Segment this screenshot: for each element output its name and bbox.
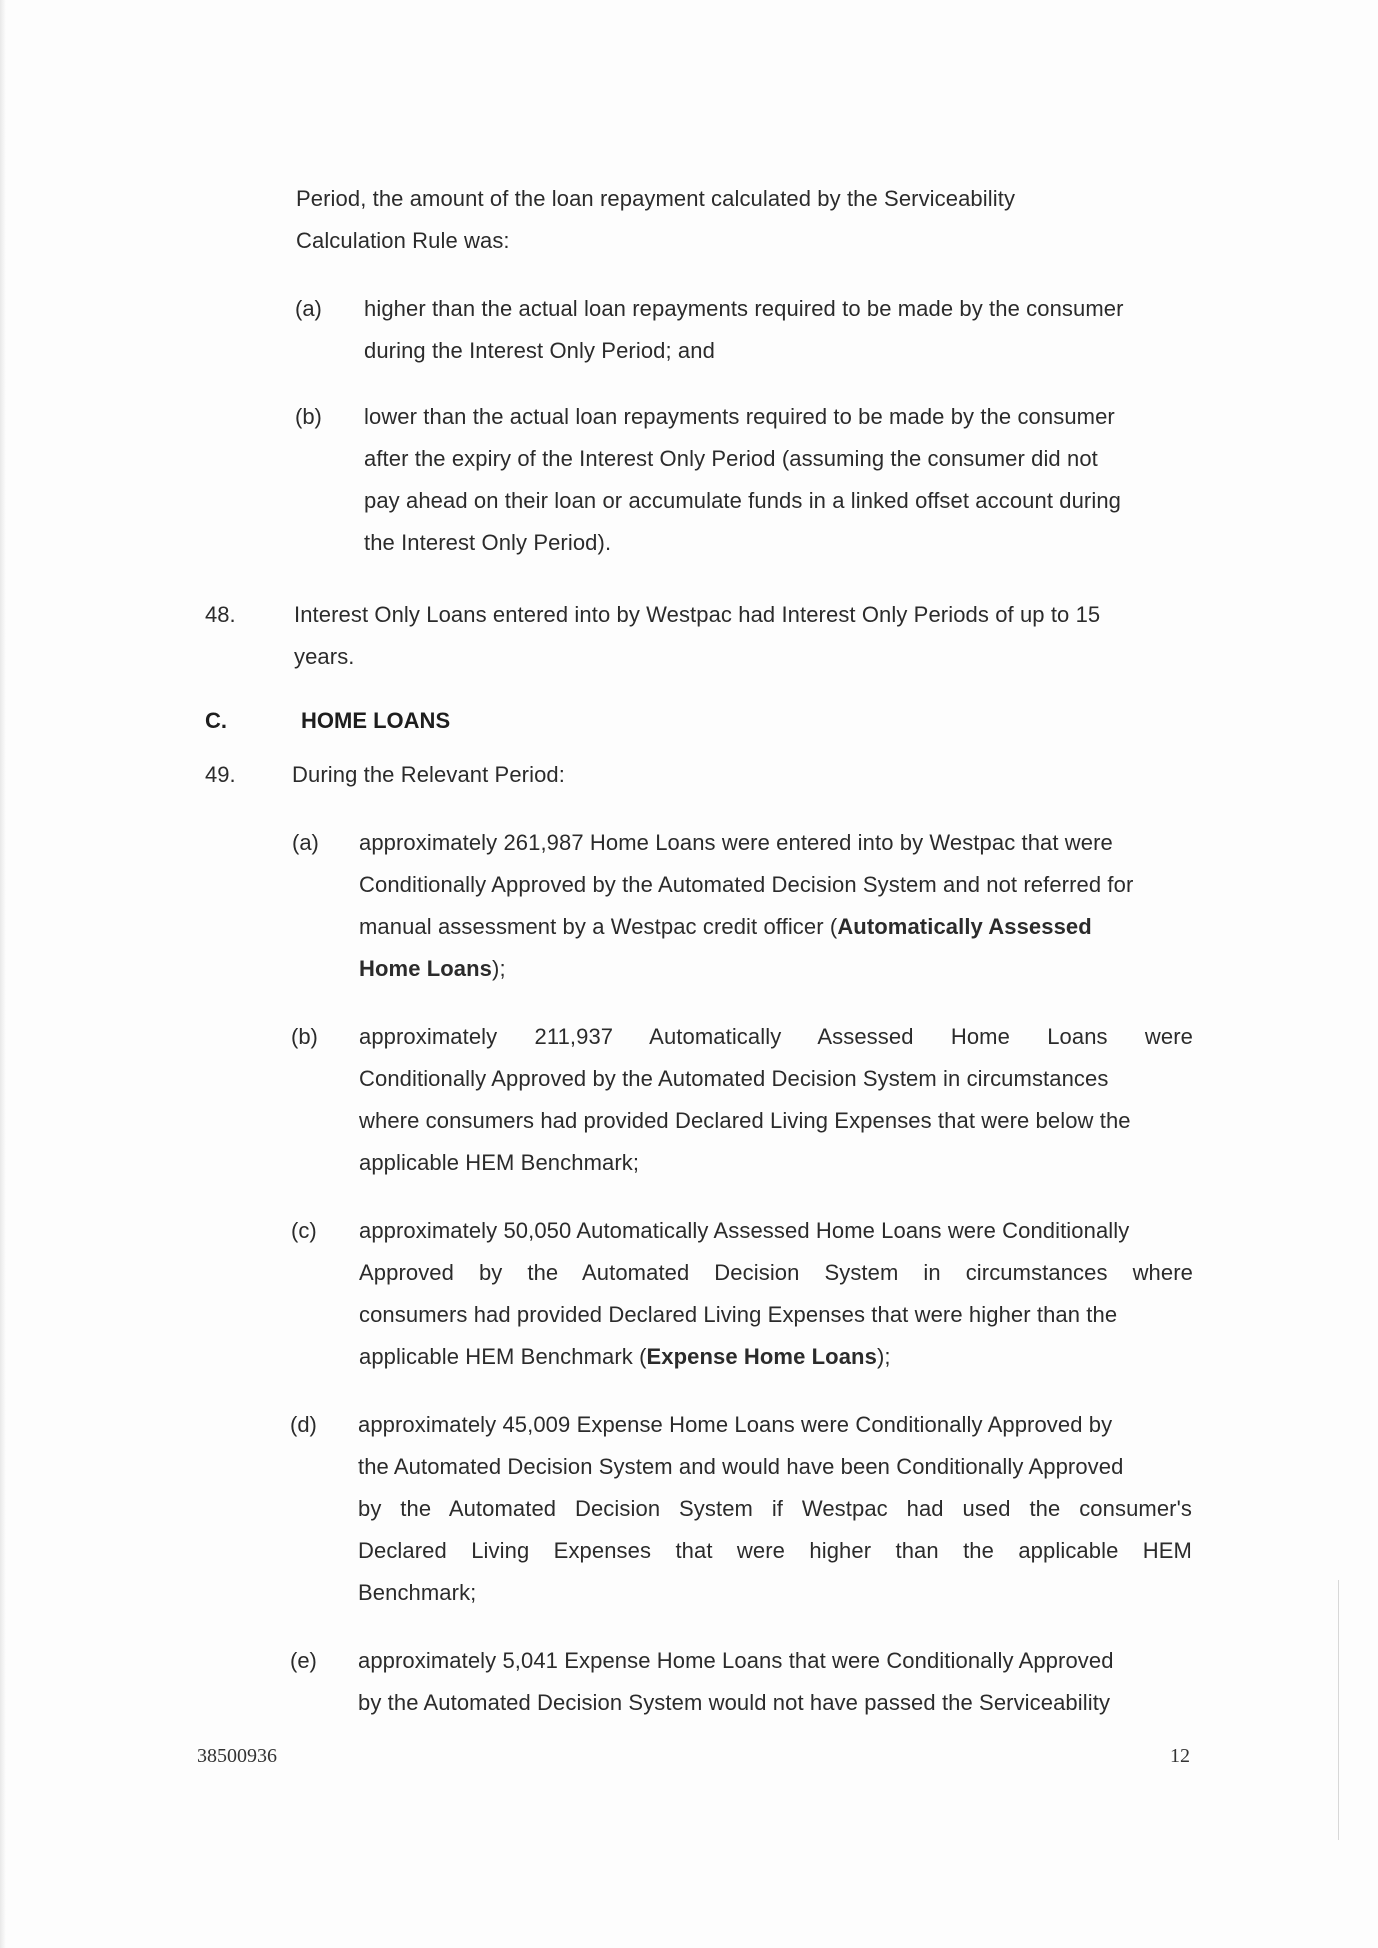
defined-term-automatically-assessed: Automatically Assessed [837,914,1092,939]
para-49-item-a-line-2: Conditionally Approved by the Automated Decision System and not referred for [359,872,1134,897]
section-letter: C. [205,708,227,733]
para-49-item-c-line-2: Approved by the Automated Decision System in circumstances where [359,1260,1193,1285]
item-a-line-4-tail: ); [492,956,506,981]
para-48-line-2: years. [294,644,355,669]
intro-item-b-line-2: after the expiry of the Interest Only Period (assuming the consumer did not [364,446,1098,471]
para-49-item-b-line-4: applicable HEM Benchmark; [359,1150,640,1175]
para-49-item-a-line-4 [359,948,506,990]
scan-edge-left [0,0,6,1948]
para-49-item-c-line-4 [359,1336,891,1378]
intro-item-b-line-4: the Interest Only Period). [364,530,612,555]
intro-line-1: Period, the amount of the loan repayment calculated by the Serviceability [296,186,1016,211]
document-id: 38500936 [197,1745,277,1767]
page-number: 12 [1170,1745,1190,1767]
para-49-item-d-line-1: approximately 45,009 Expense Home Loans were Conditionally Approved by [358,1412,1113,1437]
para-49-item-b-line-1: approximately 211,937 Automatically Assessed Home Loans were [359,1024,1193,1049]
para-49-item-b-label: (b) [291,1024,318,1049]
para-49-item-d-line-3: by the Automated Decision System if Westpac had used the consumer's [358,1496,1192,1521]
para-49-item-b-line-2: Conditionally Approved by the Automated Decision System in circumstances [359,1066,1109,1091]
scan-edge-right [1338,1580,1339,1840]
intro-item-b-line-3: pay ahead on their loan or accumulate funds in a linked offset account during [364,488,1122,513]
defined-term-home-loans: Home Loans [359,956,493,981]
para-49-item-e-label: (e) [290,1648,317,1673]
para-49-item-d-line-2: the Automated Decision System and would have been Conditionally Approved [358,1454,1124,1479]
intro-item-a-label: (a) [295,296,322,321]
para-49-item-a-label: (a) [292,830,319,855]
para-48-line-1: Interest Only Loans entered into by Westpac had Interest Only Periods of up to 15 [294,602,1101,627]
item-c-line-4-tail: ); [876,1344,891,1369]
para-48-number: 48. [205,602,236,627]
para-49-item-a-line-1: approximately 261,987 Home Loans were entered into by Westpac that were [359,830,1113,855]
intro-item-a-line-2: during the Interest Only Period; and [364,338,715,363]
para-49-item-a-line-3 [359,906,1092,948]
defined-term-expense-home-loans: Expense Home Loans [646,1344,877,1369]
para-49-item-e-line-2: by the Automated Decision System would not have passed the Serviceability [358,1690,1111,1715]
intro-item-b-line-1: lower than the actual loan repayments required to be made by the consumer [364,404,1115,429]
item-a-line-3-text: manual assessment by a Westpac credit officer ( [359,914,838,939]
section-title: HOME LOANS [301,708,451,733]
para-49-item-d-label: (d) [290,1412,317,1437]
para-49-item-c-line-1: approximately 50,050 Automatically Assessed Home Loans were Conditionally [359,1218,1130,1243]
para-49-lead: During the Relevant Period: [292,762,565,787]
intro-item-b-label: (b) [295,404,322,429]
para-49-number: 49. [205,762,236,787]
para-49-item-d-line-5: Benchmark; [358,1580,477,1605]
item-c-line-4-text: applicable HEM Benchmark ( [359,1344,647,1369]
para-49-item-e-line-1: approximately 5,041 Expense Home Loans that were Conditionally Approved [358,1648,1114,1673]
para-49-item-c-label: (c) [291,1218,317,1243]
para-49-item-b-line-3: where consumers had provided Declared Living Expenses that were below the [359,1108,1131,1133]
intro-item-a-line-1: higher than the actual loan repayments required to be made by the consumer [364,296,1124,321]
para-49-item-c-line-3: consumers had provided Declared Living Expenses that were higher than the [359,1302,1118,1327]
intro-line-2: Calculation Rule was: [296,228,510,253]
para-49-item-d-line-4: Declared Living Expenses that were higher than the applicable HEM [358,1538,1192,1563]
